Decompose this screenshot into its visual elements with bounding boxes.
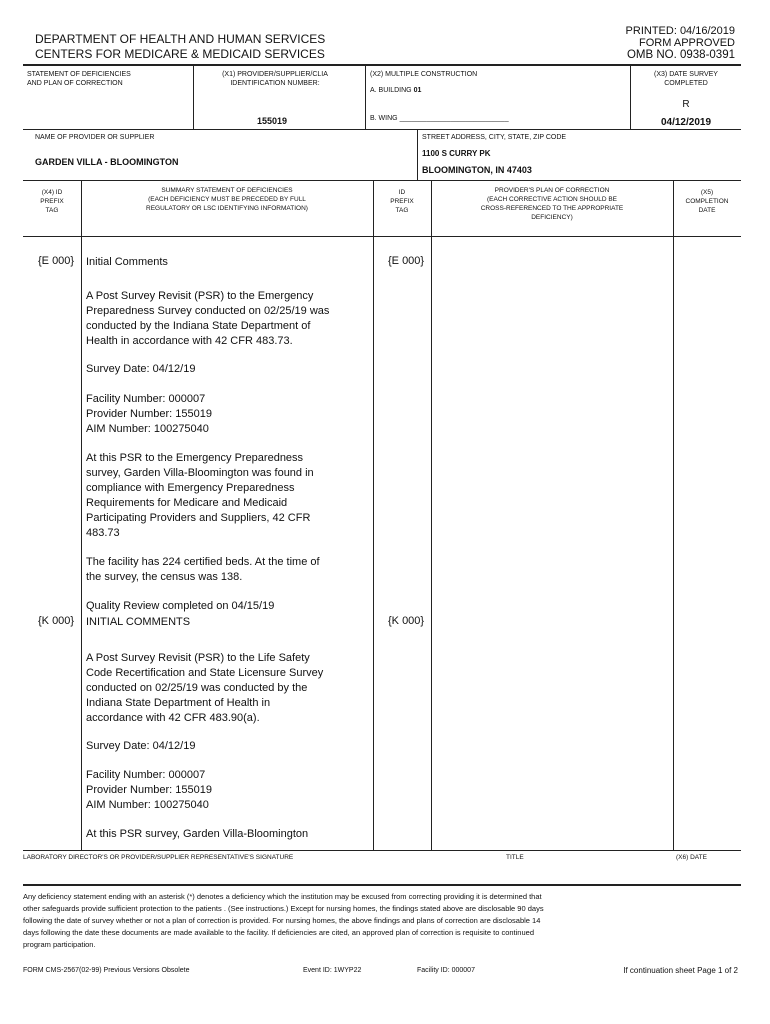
e-facility-info: Facility Number: 000007 Provider Number: 155019 AIM Number: 100275040: [86, 393, 212, 435]
wing-label: B. WING: [370, 115, 398, 122]
rule-col-4: [673, 181, 674, 850]
e-paragraph-compliance: At this PSR to the Emergency Preparedness survey, Garden Villa-Bloomington was found in compliance with Emergency Preparedness Requirements for Medicare and Medicaid Participating Providers and Suppliers, 42 CFR 483.73: [86, 452, 314, 539]
x1-provider-number: 155019: [257, 116, 288, 126]
facility-id: Facility ID: 000007: [417, 967, 475, 974]
summary-header: SUMMARY STATEMENT OF DEFICIENCIES (EACH DEFICIENCY MUST BE PRECEDED BY FULL REGULATORY OR LSC IDENTIFYING INFORMATION): [146, 187, 308, 212]
title-label: TITLE: [506, 854, 524, 861]
street-address: 1100 S CURRY PK: [422, 149, 491, 158]
x3-label: (X3) DATE SURVEY COMPLETED: [654, 71, 718, 87]
statement-label: STATEMENT OF DEFICIENCIES AND PLAN OF CORRECTION: [27, 71, 131, 87]
rule-col-2: [373, 181, 374, 850]
x5-header: (X5) COMPLETION DATE: [685, 189, 729, 214]
x6-date-label: (X6) DATE: [676, 854, 707, 861]
tag-k-left: {K 000}: [38, 615, 75, 627]
tag-e-left: {E 000}: [38, 255, 75, 267]
x3-code: R: [682, 99, 690, 110]
printed-date: PRINTED: 04/16/2019: [625, 25, 735, 37]
building-value: 01: [413, 87, 422, 94]
form-number: FORM CMS-2567(02-99) Previous Versions Obsolete: [23, 967, 190, 974]
wing-blank: ____________________________: [399, 115, 509, 122]
agency-header: [35, 32, 325, 62]
rule-boxes-bottom: [23, 129, 741, 130]
e-title: Initial Comments: [86, 256, 168, 268]
provider-name-label: NAME OF PROVIDER OR SUPPLIER: [35, 134, 155, 141]
rule-col-3: [431, 181, 432, 850]
k-survey-date: Survey Date: 04/12/19: [86, 740, 196, 752]
department-name: DEPARTMENT OF HEALTH AND HUMAN SERVICES: [35, 32, 326, 46]
id-prefix-header: ID PREFIX TAG: [390, 189, 414, 214]
k-paragraph-2: At this PSR survey, Garden Villa-Bloomington: [86, 828, 309, 840]
rule-provider-v: [417, 130, 418, 180]
x1-label: (X1) PROVIDER/SUPPLIER/CLIA IDENTIFICATION NUMBER:: [222, 71, 328, 87]
e-paragraph-1: A Post Survey Revisit (PSR) to the Emergency Preparedness Survey conducted on 02/25/19 was conducted by the Indiana State Department of Health in accordance with 42 CFR 483.73.: [86, 290, 330, 347]
rule-v1: [193, 65, 194, 129]
address-label: STREET ADDRESS, CITY, STATE, ZIP CODE: [422, 134, 567, 141]
x4-header: (X4) ID PREFIX TAG: [40, 189, 64, 214]
event-id: Event ID: 1WYP22: [303, 967, 362, 974]
rule-col-1: [81, 181, 82, 850]
x3-date: 04/12/2019: [660, 117, 712, 128]
page-indicator: If continuation sheet Page 1 of 2: [623, 966, 738, 975]
rule-v2: [365, 65, 366, 129]
building-label: A. BUILDING: [370, 87, 412, 94]
form-info: [626, 25, 735, 61]
k-paragraph-1: A Post Survey Revisit (PSR) to the Life Safety Code Recertification and State Licensure Survey conducted on 02/25/19 was conducted by the Indiana State Department of Health in accordance with 42 CFR 483.90(a).: [86, 652, 324, 724]
signature-label: LABORATORY DIRECTOR'S OR PROVIDER/SUPPLIER REPRESENTATIVE'S SIGNATURE: [23, 854, 294, 861]
rule-v3: [630, 65, 631, 129]
disclosure-notice: Any deficiency statement ending with an asterisk (*) denotes a deficiency which the institution may be excused from correcting providing it is determined that other safeguards provide sufficient protection to the patients . (See instructions.) Except for nursing homes, the findings stated above are disclosable 90 days following the date of survey whether or not a plan of correction is provided. For nursing homes, the above findings and plans of correction are disclosable 14 days following the date these documents are made available to the facility. If deficiencies are cited, an approved plan of correction is requisite to continued program participation.: [23, 892, 544, 949]
form-approved: FORM APPROVED: [639, 37, 735, 49]
rule-provider-bottom: [23, 180, 741, 181]
wing-row: [370, 114, 509, 123]
rule-signature-top: [23, 850, 741, 851]
rule-signature-bottom: [23, 884, 741, 886]
plan-header: PROVIDER'S PLAN OF CORRECTION (EACH CORRECTIVE ACTION SHOULD BE CROSS-REFERENCED TO THE APPROPRIATE DEFICIENCY): [480, 187, 624, 221]
e-paragraph-beds: The facility has 224 certified beds. At the time of the survey, the census was 138.: [86, 556, 320, 583]
e-quality-review: Quality Review completed on 04/15/19: [86, 600, 275, 612]
omb-number: OMB NO. 0938-0391: [626, 49, 735, 61]
rule-columns-bottom: [23, 236, 741, 237]
tag-k-right: {K 000}: [388, 615, 425, 627]
k-facility-info: Facility Number: 000007 Provider Number: 155019 AIM Number: 100275040: [86, 769, 212, 811]
city-state-zip: BLOOMINGTON, IN 47403: [422, 165, 532, 175]
tag-e-right: {E 000}: [388, 255, 425, 267]
e-survey-date: Survey Date: 04/12/19: [86, 363, 196, 375]
centers-name: CENTERS FOR MEDICARE & MEDICAID SERVICES: [35, 47, 325, 61]
provider-name: GARDEN VILLA - BLOOMINGTON: [35, 157, 179, 167]
building-row: [370, 86, 421, 95]
x2-label: (X2) MULTIPLE CONSTRUCTION: [370, 71, 478, 78]
k-title: INITIAL COMMENTS: [86, 616, 191, 628]
rule-top: [23, 64, 741, 66]
